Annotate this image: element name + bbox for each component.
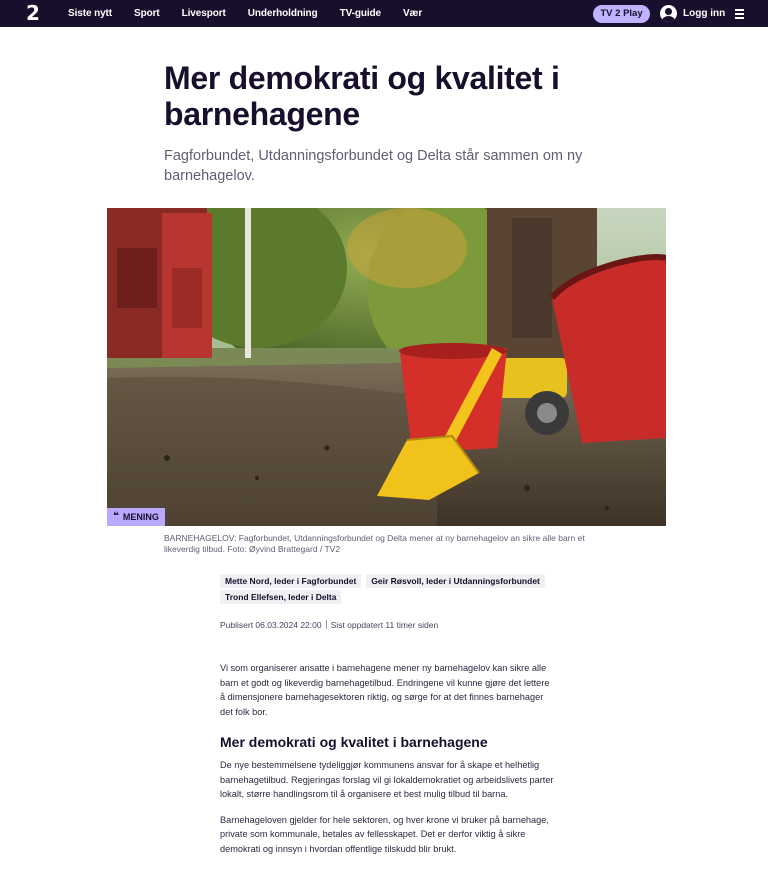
hamburger-menu-icon[interactable] xyxy=(735,9,745,19)
article-paragraph: Barnehageloven gjelder for hele sektoren, og hver krone vi bruker på barnehage, private som kommunale, betales av fellesskapet. Det er derfor viktig å sikre demokrati og innsyn i hvordan offentlige tilskudd blir brukt. xyxy=(220,814,549,854)
opinion-badge xyxy=(107,508,165,526)
nav-item-sport[interactable]: Sport xyxy=(134,8,160,19)
playground-photo xyxy=(107,208,666,526)
nav-item-vaer[interactable]: Vær xyxy=(402,8,423,19)
article-subheading: Mer demokrati og kvalitet i barnehagene xyxy=(220,734,488,750)
login-button[interactable] xyxy=(660,4,725,23)
divider xyxy=(326,620,327,629)
author-chip[interactable]: Geir Røsvoll, leder i Utdanningsforbundet xyxy=(366,574,545,588)
nav-item-tv-guide[interactable]: TV-guide xyxy=(339,8,381,19)
image-caption: BARNEHAGELOV: Fagforbundet, Utdanningsforbundet og Delta mener at ny barnehagelov an sikre alle barn et likeverdig tilbud. Foto: Øyvind Brattegard / TV2 xyxy=(164,533,585,554)
main-nav xyxy=(68,0,444,27)
nav-item-underholdning[interactable]: Underholdning xyxy=(247,8,318,19)
user-icon xyxy=(660,5,677,22)
badge-label: MENING xyxy=(122,512,159,522)
hero-image xyxy=(107,208,666,526)
tv2-play-button[interactable]: TV 2 Play xyxy=(593,5,650,23)
article-paragraph: Vi som organiserer ansatte i barnehagene mener ny barnehagelov kan sikre alle barn et godt og likeverdig barnehagetilbud. Endringene vil kunne gjøre det lettere å dimensjonere barnehagesektoren riktig, og sørge for at det finnes barnehager det folk bor. xyxy=(220,663,550,717)
quote-icon: ❝ xyxy=(113,511,119,522)
updated-date: Sist oppdatert 11 timer siden xyxy=(330,620,439,630)
nav-item-livesport[interactable]: Livesport xyxy=(181,8,226,19)
article-subtitle: Fagforbundet, Utdanningsforbundet og Delta står sammen om ny barnehagelov. xyxy=(164,148,583,184)
article-body xyxy=(220,661,555,867)
article-paragraph: De nye bestemmelsene tydeliggjør kommunens ansvar for å skape et helhetlig barnehagetilbud. Regjeringas forslag vil gi lokaldemokratiet og arbeidslivets parter lokalt, større handlingsrom til å organisere et best mulig tilbud til barna. xyxy=(220,760,554,799)
top-navigation xyxy=(0,0,768,27)
author-list xyxy=(220,574,560,606)
article-title: Mer demokrati og kvalitet i barnehagene xyxy=(164,60,560,132)
author-chip[interactable]: Mette Nord, leder i Fagforbundet xyxy=(220,574,361,588)
publish-info xyxy=(220,620,438,630)
author-chip[interactable]: Trond Ellefsen, leder i Delta xyxy=(220,590,341,604)
published-date: Publisert 06.03.2024 22:00 xyxy=(220,620,322,630)
login-label: Logg inn xyxy=(683,8,726,19)
nav-item-siste-nytt[interactable]: Siste nytt xyxy=(68,8,113,19)
tv2-logo[interactable]: 2 xyxy=(26,1,40,25)
